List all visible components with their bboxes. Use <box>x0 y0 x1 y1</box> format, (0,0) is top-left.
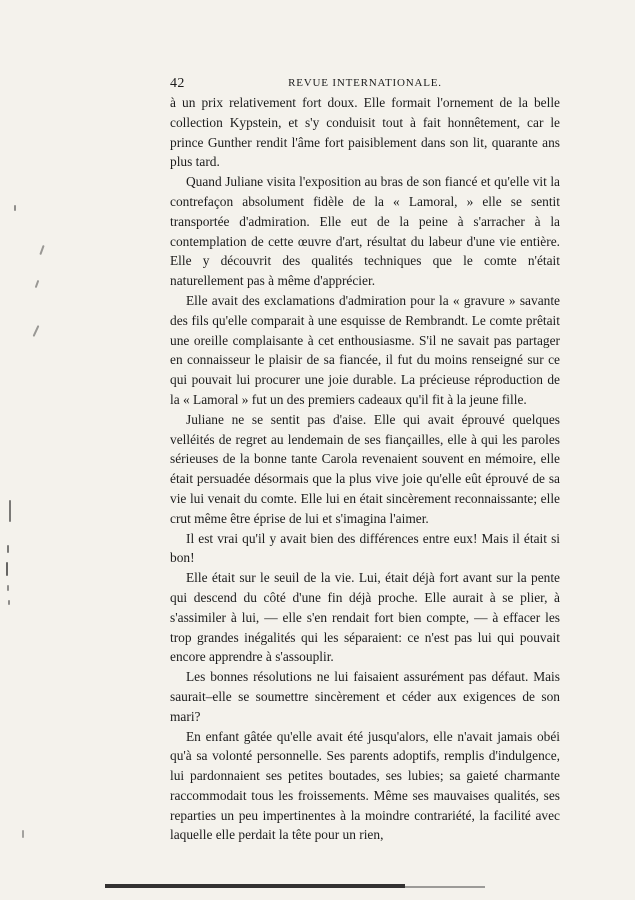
margin-scan-mark <box>35 280 40 288</box>
running-header <box>170 76 560 94</box>
paragraph: Elle était sur le seuil de la vie. Lui, était déjà fort avant sur la pente qui descend du côté d'une fin déjà proche. Elle aurait à se plier, à s'assimiler à lui, — elle s'en rendait fort bien compte, — à effacer les trop grandes inégalités qui les séparaient: ce n'est pas lui qui pouvait encore apprendre à s'assouplir. <box>170 570 560 665</box>
margin-scan-mark <box>22 830 24 838</box>
paragraph: Quand Juliane visita l'exposition au bras de son fiancé et qu'elle vit la contrefaçon absolument fidèle de la « Lamoral, » elle se sentit transportée d'admiration. Elle eut de la peine à s'arracher à la contemplation de cette œuvre d'art, résultat du labeur d'une vie entière. Elle y découvrit des qualités techniques que le comte n'était naturellement pas à même d'apprécier. <box>170 174 560 289</box>
margin-scan-mark <box>14 205 16 211</box>
margin-scan-mark <box>9 500 11 522</box>
paragraph: Les bonnes résolutions ne lui faisaient assurément pas défaut. Mais saurait–elle se soumettre sincèrement et céder aux exigences de son mari? <box>170 669 560 724</box>
running-title: REVUE INTERNATIONALE. <box>288 77 442 89</box>
body-text <box>170 93 560 845</box>
scan-edge-bar <box>105 884 405 888</box>
scan-edge-bar <box>405 886 485 888</box>
paragraph: à un prix relativement fort doux. Elle formait l'ornement de la belle collection Kypstein, et s'y conduisit tout à fait honnêtement, car le prince Gunther rendit l'âme fort paisiblement dans son lit, quarante ans plus tard. <box>170 95 560 170</box>
margin-scan-mark <box>7 585 9 591</box>
margin-scan-mark <box>6 562 8 576</box>
margin-scan-mark <box>7 545 9 553</box>
paragraph: Il est vrai qu'il y avait bien des différences entre eux! Mais il était si bon! <box>170 530 560 566</box>
margin-scan-mark <box>39 245 44 255</box>
margin-scan-mark <box>8 600 10 605</box>
paragraph: Juliane ne se sentit pas d'aise. Elle qui avait éprouvé quelques velléités de regret au lendemain de ses fiançailles, elle à qui les paroles sérieuses de la bonne tante Carola revenaient souvent en mémoire, elle était persuadée désormais que la plus vive joie qu'elle eût éprouvé de sa vie lui venait du comte. Elle lui en était sincèrement reconnaissante; elle crut même être éprise de lui et s'imagina l'aimer. <box>170 411 560 526</box>
paragraph: Elle avait des exclamations d'admiration pour la « gravure » savante des fils qu'elle comparait à une esquisse de Rembrandt. Le comte prêtait une oreille complaisante à cet enthousiasme. S'il ne savait pas partager en connaisseur le plaisir de sa fiancée, il fut du moins renseigné sur ce qui pouvait lui procurer une joie durable. La précieuse réproduction de la « Lamoral » fut un des premiers cadeaux qu'il fit à la jeune fille. <box>170 292 560 407</box>
page-number: 42 <box>170 76 185 91</box>
margin-scan-mark <box>33 325 40 337</box>
paragraph: En enfant gâtée qu'elle avait été jusqu'alors, elle n'avait jamais obéi qu'à sa volonté personnelle. Ses parents adoptifs, remplis d'indulgence, lui pardonnaient ses petites boutades, ses lubies; sa gaieté charmante raccommodait tous les froissements. Même ses mauvaises qualités, ses reparties un peu impertinentes à la moindre contrariété, la facilité avec laquelle elle perdait la tête pour un rien, <box>170 728 560 843</box>
